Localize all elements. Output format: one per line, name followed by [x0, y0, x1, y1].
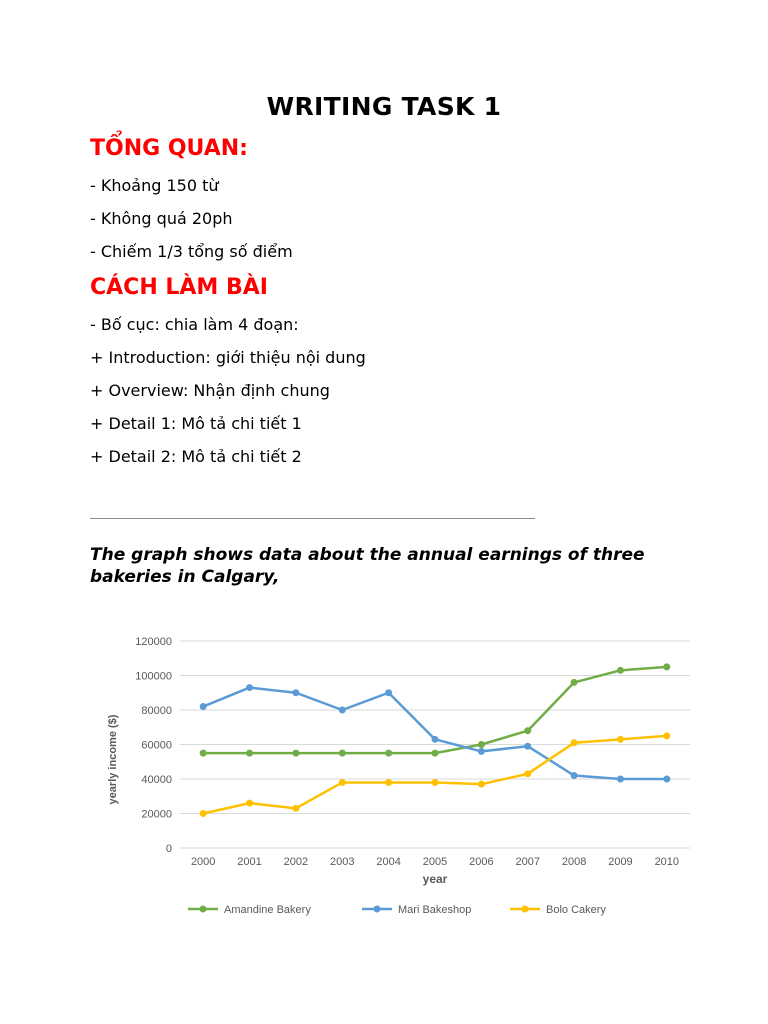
- x-tick-label: 2009: [608, 856, 633, 868]
- data-point: [478, 748, 485, 755]
- data-point: [617, 776, 624, 783]
- data-point: [663, 663, 670, 670]
- y-tick-label: 80000: [141, 705, 172, 717]
- data-point: [385, 750, 392, 757]
- section-heading-overview: TỔNG QUAN:: [90, 136, 248, 161]
- method-line-2: + Introduction: giới thiệu nội dung: [90, 348, 366, 367]
- y-tick-label: 120000: [135, 636, 172, 648]
- data-point: [339, 707, 346, 714]
- data-point: [617, 667, 624, 674]
- method-line-3: + Overview: Nhận định chung: [90, 381, 330, 400]
- x-tick-label: 2001: [237, 856, 262, 868]
- y-tick-label: 0: [165, 843, 172, 855]
- data-point: [571, 739, 578, 746]
- series-line-2: [203, 736, 667, 814]
- y-tick-label: 20000: [141, 808, 172, 821]
- y-axis-title: yearly income ($): [107, 714, 119, 805]
- data-point: [571, 679, 578, 686]
- data-point: [339, 750, 346, 757]
- data-point: [246, 750, 253, 757]
- overview-line-1: - Khoảng 150 từ: [90, 176, 219, 195]
- data-point: [339, 779, 346, 786]
- data-point: [524, 743, 531, 750]
- y-tick-label: 40000: [141, 774, 172, 786]
- data-point: [524, 770, 531, 777]
- line-chart: [100, 620, 700, 930]
- series-line-1: [203, 688, 667, 779]
- legend-label: Mari Bakeshop: [398, 904, 472, 916]
- x-tick-label: 2008: [561, 856, 587, 868]
- page-title: WRITING TASK 1: [266, 92, 502, 121]
- data-point: [385, 779, 392, 786]
- data-point: [246, 684, 253, 691]
- x-axis-title: year: [422, 872, 448, 886]
- data-point: [478, 741, 485, 748]
- x-tick-label: 2002: [283, 856, 309, 868]
- horizontal-divider: [90, 518, 535, 519]
- x-tick-label: 2005: [422, 856, 448, 868]
- data-point: [292, 689, 299, 696]
- data-point: [432, 750, 439, 757]
- legend-label: Bolo Cakery: [546, 904, 606, 916]
- data-point: [200, 810, 207, 817]
- legend-label: Amandine Bakery: [224, 904, 311, 916]
- x-tick-label: 2003: [330, 856, 355, 868]
- method-line-4: + Detail 1: Mô tả chi tiết 1: [90, 414, 302, 433]
- data-point: [246, 800, 253, 807]
- legend-swatch-marker: [200, 906, 207, 913]
- y-tick-label: 60000: [141, 739, 172, 752]
- x-tick-label: 2006: [469, 856, 494, 868]
- overview-line-3: - Chiếm 1/3 tổng số điểm: [90, 242, 293, 261]
- data-point: [385, 689, 392, 696]
- data-point: [617, 736, 624, 743]
- data-point: [200, 703, 207, 710]
- chart-caption: The graph shows data about the annual earnings of three bakeries in Calgary,: [90, 545, 645, 587]
- y-tick-label: 100000: [135, 670, 172, 683]
- overview-line-2: - Không quá 20ph: [90, 209, 233, 228]
- data-point: [478, 781, 485, 788]
- legend-swatch-marker: [374, 906, 381, 913]
- legend-swatch-marker: [522, 906, 529, 913]
- x-tick-label: 2007: [515, 856, 540, 868]
- method-line-1: - Bố cục: chia làm 4 đoạn:: [90, 315, 299, 334]
- x-tick-label: 2010: [654, 856, 680, 868]
- data-point: [663, 732, 670, 739]
- data-point: [571, 772, 578, 779]
- data-point: [432, 736, 439, 743]
- data-point: [663, 776, 670, 783]
- data-point: [200, 750, 207, 757]
- data-point: [292, 750, 299, 757]
- section-heading-method: CÁCH LÀM BÀI: [90, 275, 268, 300]
- x-tick-label: 2004: [376, 856, 401, 868]
- data-point: [432, 779, 439, 786]
- x-tick-label: 2000: [190, 856, 216, 868]
- data-point: [292, 805, 299, 812]
- data-point: [524, 727, 531, 734]
- method-line-5: + Detail 2: Mô tả chi tiết 2: [90, 447, 302, 466]
